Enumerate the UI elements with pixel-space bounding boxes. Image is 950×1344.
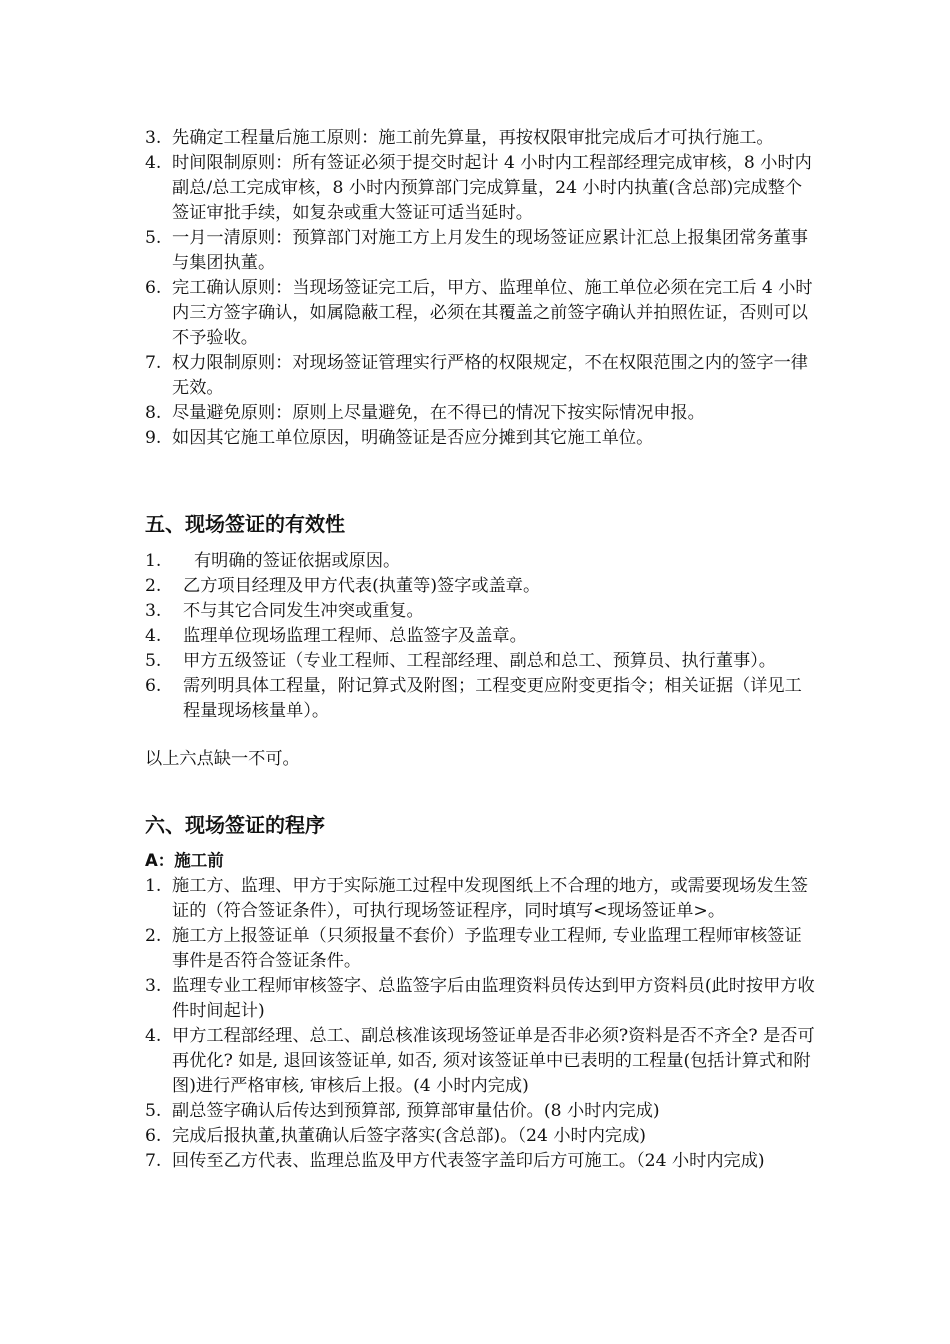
procedure-list bbox=[145, 874, 817, 1174]
validity-list bbox=[145, 549, 817, 724]
list-item: 5. 副总签字确认后传达到预算部, 预算部审量估价。(8 小时内完成) bbox=[145, 1101, 660, 1121]
validity-footer-note: 以上六点缺一不可。 bbox=[145, 749, 300, 769]
list-item: 4. 监理单位现场监理工程师、总监签字及盖章。 bbox=[145, 626, 527, 646]
list-item: 1. 有明确的签证依据或原因。 bbox=[145, 551, 401, 571]
list-item: 5. 甲方五级签证（专业工程师、工程部经理、副总和总工、预算员、执行董事）。 bbox=[145, 651, 776, 671]
list-item: 6. 完成后报执董,执董确认后签字落实(含总部)。（24 小时内完成) bbox=[145, 1126, 647, 1146]
section-heading-procedure: 六、现场签证的程序 bbox=[145, 813, 325, 837]
list-item: 5. 一月一清原则：预算部门对施工方上月发生的现场签证应累计汇总上报集团常务董事与集团执董。 bbox=[145, 228, 808, 273]
list-item: 4. 甲方工程部经理、总工、副总核准该现场签证单是否非必须?资料是否不齐全? 是否可再优化? 如是, 退回该签证单, 如否, 须对该签证单中已表明的工程量(包括计算式和附图)进行严格审核, 审核后上报。(4 小时内完成) bbox=[145, 1026, 815, 1096]
list-item: 2. 施工方上报签证单（只须报量不套价）予监理专业工程师, 专业监理工程师审核签证事件是否符合签证条件。 bbox=[145, 926, 802, 971]
list-item: 3. 监理专业工程师审核签字、总监签字后由监理资料员传达到甲方资料员(此时按甲方收件时间起计) bbox=[145, 976, 815, 1021]
list-item: 8. 尽量避免原则：原则上尽量避免，在不得已的情况下按实际情况申报。 bbox=[145, 403, 705, 423]
list-item: 6. 需列明具体工程量，附记算式及附图；工程变更应附变更指令；相关证据（详见工程量现场核量单）。 bbox=[145, 676, 802, 721]
list-item: 7. 回传至乙方代表、监理总监及甲方代表签字盖印后方可施工。（24 小时内完成) bbox=[145, 1151, 765, 1171]
list-item: 7. 权力限制原则：对现场签证管理实行严格的权限规定，不在权限范围之内的签字一律无效。 bbox=[145, 353, 808, 398]
list-item: 6. 完工确认原则：当现场签证完工后，甲方、监理单位、施工单位必须在完工后 4 小时内三方签字确认，如属隐蔽工程，必须在其覆盖之前签字确认并拍照佐证，否则可以不予验收。 bbox=[145, 278, 813, 348]
list-item: 3. 不与其它合同发生冲突或重复。 bbox=[145, 601, 424, 621]
list-item: 1. 施工方、监理、甲方于实际施工过程中发现图纸上不合理的地方，或需要现场发生签证的（符合签证条件），可执行现场签证程序，同时填写<现场签证单>。 bbox=[145, 876, 808, 921]
list-item: 3. 先确定工程量后施工原则：施工前先算量，再按权限审批完成后才可执行施工。 bbox=[145, 128, 774, 148]
list-item: 2. 乙方项目经理及甲方代表(执董等)签字或盖章。 bbox=[145, 576, 541, 596]
section-heading-validity: 五、现场签证的有效性 bbox=[145, 512, 345, 536]
principles-list bbox=[145, 126, 817, 451]
list-item: 4. 时间限制原则：所有签证必须于提交时起计 4 小时内工程部经理完成审核，8 小时内副总/总工完成审核，8 小时内预算部门完成算量，24 小时内执董(含总部)完成整个签证审批手续，如复杂或重大签证可适当延时。 bbox=[145, 153, 812, 223]
subheading-before-construction: A：施工前 bbox=[145, 851, 224, 870]
list-item: 9. 如因其它施工单位原因，明确签证是否应分摊到其它施工单位。 bbox=[145, 428, 654, 448]
